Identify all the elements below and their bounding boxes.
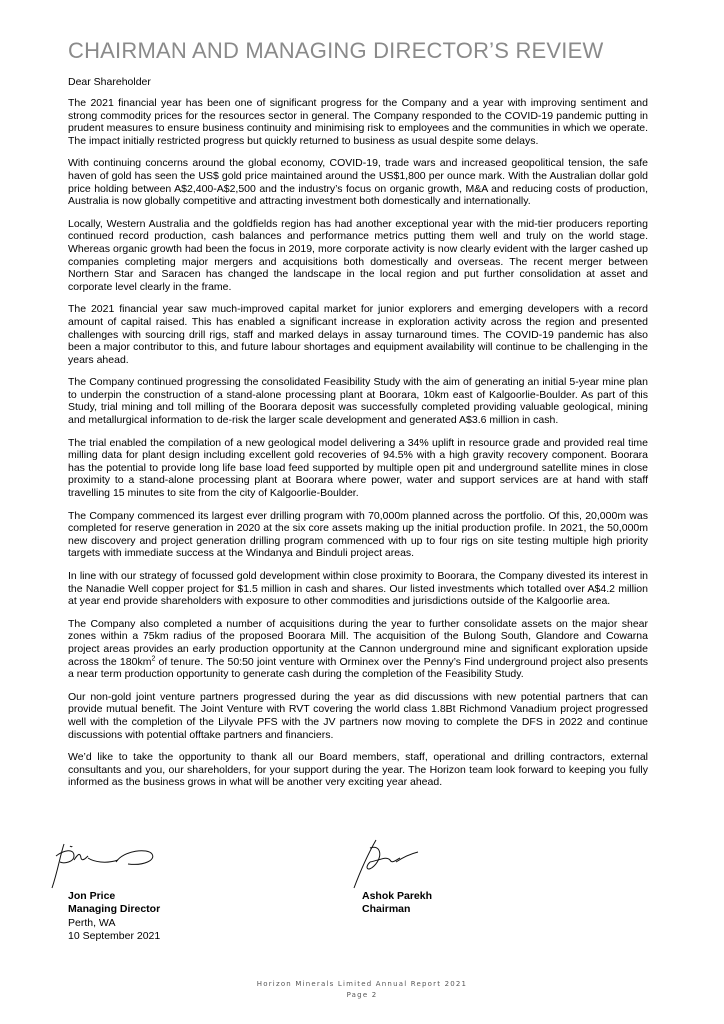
place: Perth, WA <box>68 917 116 929</box>
place-and-date <box>68 917 160 943</box>
signature-block-ashok-parekh <box>340 838 440 916</box>
paragraph-5: The Company continued progressing the consolidated Feasibility Study with the aim of generating an initial 5-year mine plan to underpin the construction of a stand-alone processing plant at Boorara, 10km east of Kalgoorlie-Boulder. As part of this Study, trial mining and toll milling of the Boorara deposit was successfully completed providing valuable geological, mining and metallurgical information to de-risk the larger scale development and generated A$3.6 million in cash. <box>68 376 648 427</box>
page-title: CHAIRMAN AND MANAGING DIRECTOR’S REVIEW <box>68 38 604 63</box>
paragraph-11: We’d like to take the opportunity to thank all our Board members, staff, operational and drilling contractors, external consultants and you, our shareholders, for your support during the year. The Horizon team look forward to keeping you fully informed as the business grows in what will be another very exciting year ahead. <box>68 751 648 789</box>
page-body <box>68 38 648 799</box>
superscript-2: 2 <box>151 655 156 663</box>
paragraph-2: With continuing concerns around the global economy, COVID-19, trade wars and increased geopolitical tension, the safe haven of gold has seen the US$ gold price maintained around the US$1,800 per ounce mark. With the Australian dollar gold price holding between A$2,400-A$2,500 and the industry’s focus on organic growth, M&A and reducing costs of production, Australia is now globally competitive and attracting investment both domestically and internationally. <box>68 157 648 208</box>
paragraph-1: The 2021 financial year has been one of significant progress for the Company and a year with improving sentiment and strong commodity prices for the resources sector in general. The Company responded to the COVID-19 pandemic putting in prudent measures to ensure business continuity and minimising risk to employees and the communities in which we operate. The impact initially restricted progress but quickly returned to business as usual despite some delays. <box>68 97 648 147</box>
signature-jon-price <box>50 838 170 890</box>
paragraph-6: The trial enabled the compilation of a new geological model delivering a 34% uplift in resource grade and provided real time milling data for plant design including excellent gold recoveries of 94.5% with a high gravity recovery component. Boorara has the potential to provide long life base load feed supported by multiple open pit and underground satellite mines in close proximity to a stand-alone processing plant at Boorara where power, water and support services are at hand with staff travelling 15 minutes to site from the city of Kalgoorlie-Boulder. <box>68 436 648 500</box>
paragraph-10: Our non-gold joint venture partners progressed during the year as did discussions with new potential partners that can provide mutual benefit. The Joint Venture with RVT covering the world class 1.8Bt Richmond Vanadium project progressed well with the completion of the Lilyvale PFS with the JV partners now moving to complete the DFS in 2022 and continue discussions with potential offtake partners and financiers. <box>68 690 648 741</box>
signatory-role-managing-director: Managing Director <box>68 903 161 915</box>
paragraph-9-text-a: The Company also completed a number of acquisitions during the year to further consolidate assets on the major shear zones within a 75km radius of the proposed Boorara Mill. The acquisition of the Bulong South, Glandore and Cowarna project areas provides an early production opportunity at the Cannon underground mine and significant exploration upside across the 180km <box>68 617 648 668</box>
signature-block-jon-price <box>50 838 170 916</box>
signatory-name-ashok-parekh: Ashok Parekh <box>362 890 433 902</box>
paragraph-7: The Company commenced its largest ever drilling program with 70,000m planned across the portfolio. Of this, 20,000m was completed for reserve generation in 2020 at the six core assets making up the initial production profile. In 2021, the 50,000m new discovery and project generation drilling program commenced with up to four rigs on site testing multiple high priority targets with immediate success at the Windanya and Binduli project areas. <box>68 509 648 560</box>
signatory-role-chairman: Chairman <box>362 903 411 915</box>
paragraph-8: In line with our strategy of focussed gold development within close proximity to Boorara, the Company divested its interest in the Nanadie Well copper project for $1.5 million in cash and shares. Our listed investments which totalled over A$4.2 million at year end provide shareholders with exposure to other commodities and jurisdictions outside of the Kalgoorlie area. <box>68 570 648 608</box>
salutation: Dear Shareholder <box>68 76 151 88</box>
paragraph-9 <box>68 618 648 681</box>
signatory-name-jon-price: Jon Price <box>68 890 116 902</box>
footer-page-number: Page 2 <box>346 991 378 999</box>
paragraph-9-text-b: of tenure. The 50:50 joint venture with Orminex over the Penny’s Find underground project also presents a near term production opportunity to generate cash during the completion of the Feasibility Study. <box>68 655 648 681</box>
page-footer <box>0 979 724 1001</box>
signature-ashok-parekh <box>340 838 440 890</box>
paragraph-4: The 2021 financial year saw much-improved capital market for junior explorers and emerging developers with a record amount of capital raised. This has enabled a significant increase in exploration activity across the region and presented challenges with sourcing drill rigs, staff and marked delays in assay turnaround times. The COVID-19 pandemic has also been a major contributor to this, and future labour shortages and equipment availability will continue to be challenging in the years ahead. <box>68 303 648 366</box>
date: 10 September 2021 <box>68 930 161 942</box>
paragraph-3: Locally, Western Australia and the goldfields region has had another exceptional year with the mid-tier producers reporting continued record production, cash balances and performance metrics putting them well and truly on the world stage. Whereas organic growth had been the focus in 2019, more corporate activity is now clearly evident with the larger cashed up companies completing major mergers and acquisitions both domestically and overseas. The recent merger between Northern Star and Saracen has changed the landscape in the local region and put further consolidation at asset and corporate level clearly in the frame. <box>68 217 648 293</box>
footer-report-title: Horizon Minerals Limited Annual Report 2021 <box>256 980 468 988</box>
